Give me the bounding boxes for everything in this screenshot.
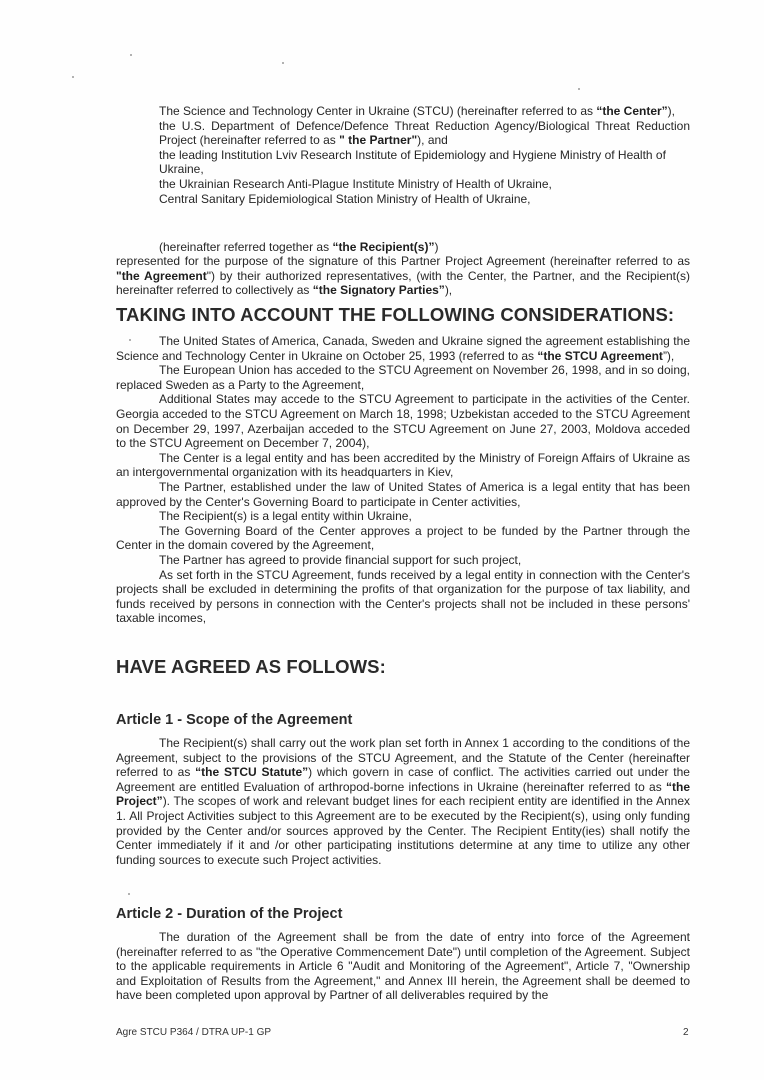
party-sanitary-station: Central Sanitary Epidemiological Station Ministry of Health of Ukraine, <box>159 191 531 206</box>
represented-paragraph: represented for the purpose of the signature of this Partner Project Agreement (hereinafter referred to as "the Agreement") by their authorized representatives, (with the Center, the Partner, and the Recipient(s) hereinafter referred to collectively as “the Signatory Parties”), <box>116 254 690 298</box>
consideration-7: The Governing Board of the Center approves a project to be funded by the Partner through the Center in the domain covered by the Agreement, <box>116 523 690 553</box>
party-center: The Science and Technology Center in Ukraine (STCU) (hereinafter referred to as “the Center”), <box>159 104 676 118</box>
consideration-8: The Partner has agreed to provide financial support for such project, <box>159 552 522 567</box>
consideration-9: As set forth in the STCU Agreement, funds received by a legal entity in connection with the Center's projects shall be excluded in determining the profits of that organization for the purpose of tax liability, and funds received by persons in connection with the Center's projects shall not be included in these persons' taxable incomes, <box>116 567 690 626</box>
party-partner: the U.S. Department of Defence/Defence Threat Reduction Agency/Biological Threat Reduction Project (hereinafter referred to as " the Partner"), and <box>159 118 690 148</box>
article-2-title: Article 2 - Duration of the Project <box>116 906 343 922</box>
article-2-body: The duration of the Agreement shall be from the date of entry into force of the Agreement (hereinafter referred to as "the Operative Commencement Date") until completion of the Agreement. Subject to the applicable requirements in Article 6 "Audit and Monitoring of the Agreement", Article 7, "Ownership and Exploitation of Results from the Agreement," and Annex III herein, the Agreement shall be deemed to have been completed upon approval by Partner of all deliverables required by the <box>116 930 690 1003</box>
consideration-4: The Center is a legal entity and has been accredited by the Ministry of Foreign Affairs of Ukraine as an intergovernmental organization with its headquarters in Kiev, <box>116 450 690 480</box>
scan-speck <box>282 62 284 64</box>
scan-speck <box>72 76 74 78</box>
scan-speck <box>130 54 132 56</box>
parties-block <box>159 104 690 206</box>
consideration-2: The European Union has acceded to the STCU Agreement on November 26, 1998, and in so doing, replaced Sweden as a Party to the Agreement, <box>116 363 690 392</box>
scan-speck <box>128 893 130 895</box>
considerations-block <box>116 334 690 626</box>
party-lviv-institute: the leading Institution Lviv Research Institute of Epidemiology and Hygiene Ministry of Health of Ukraine, <box>159 147 666 177</box>
consideration-1: The United States of America, Canada, Sweden and Ukraine signed the agreement establishing the Science and Technology Center in Ukraine on October 25, 1993 (referred to as “the STCU Agreement”), <box>116 334 690 363</box>
party-anti-plague-institute: the Ukrainian Research Anti-Plague Institute Ministry of Health of Ukraine, <box>159 176 552 191</box>
considerations-heading: TAKING INTO ACCOUNT THE FOLLOWING CONSIDERATIONS: <box>116 304 675 325</box>
recipients-line: (hereinafter referred together as “the Recipient(s)”) <box>159 240 439 254</box>
agreed-heading: HAVE AGREED AS FOLLOWS: <box>116 656 386 677</box>
scan-speck <box>578 88 580 90</box>
page-number: 2 <box>683 1027 689 1038</box>
article-1-body: The Recipient(s) shall carry out the work plan set forth in Annex 1 according to the conditions of the Agreement, subject to the provisions of the STCU Agreement, and the Statute of the Center (hereinafter referred to as “the STCU Statute”) which govern in case of conflict. The activities carried out under the Agreement are entitled Evaluation of arthropod-borne infections in Ukraine (hereinafter referred to as “the Project”). The scopes of work and relevant budget lines for each recipient entity are identified in the Annex 1. All Project Activities subject to this Agreement are to be executed by the Recipient(s), using only funding provided by the Center and/or sources approved by the Center. The Recipient Entity(ies) shall notify the Center immediately if it and /or other participating institutions determine at any time to utilize any other funding sources to execute such Project activities. <box>116 736 690 867</box>
footer-reference: Agre STCU P364 / DTRA UP-1 GP <box>116 1027 272 1038</box>
article-1-title: Article 1 - Scope of the Agreement <box>116 712 353 728</box>
consideration-6: The Recipient(s) is a legal entity within Ukraine, <box>159 509 412 524</box>
consideration-5: The Partner, established under the law of United States of America is a legal entity that has been approved by the Center's Governing Board to participate in Center activities, <box>116 479 690 509</box>
consideration-3: Additional States may accede to the STCU Agreement to participate in the activities of the Center. Georgia acceded to the STCU Agreement on March 18, 1998; Uzbekistan acceded to the STCU Agreement on December 29, 1997, Azerbaijan acceded to the STCU Agreement on June 27, 2003, Moldova acceded to the STCU Agreement on December 7, 2004), <box>116 392 690 451</box>
